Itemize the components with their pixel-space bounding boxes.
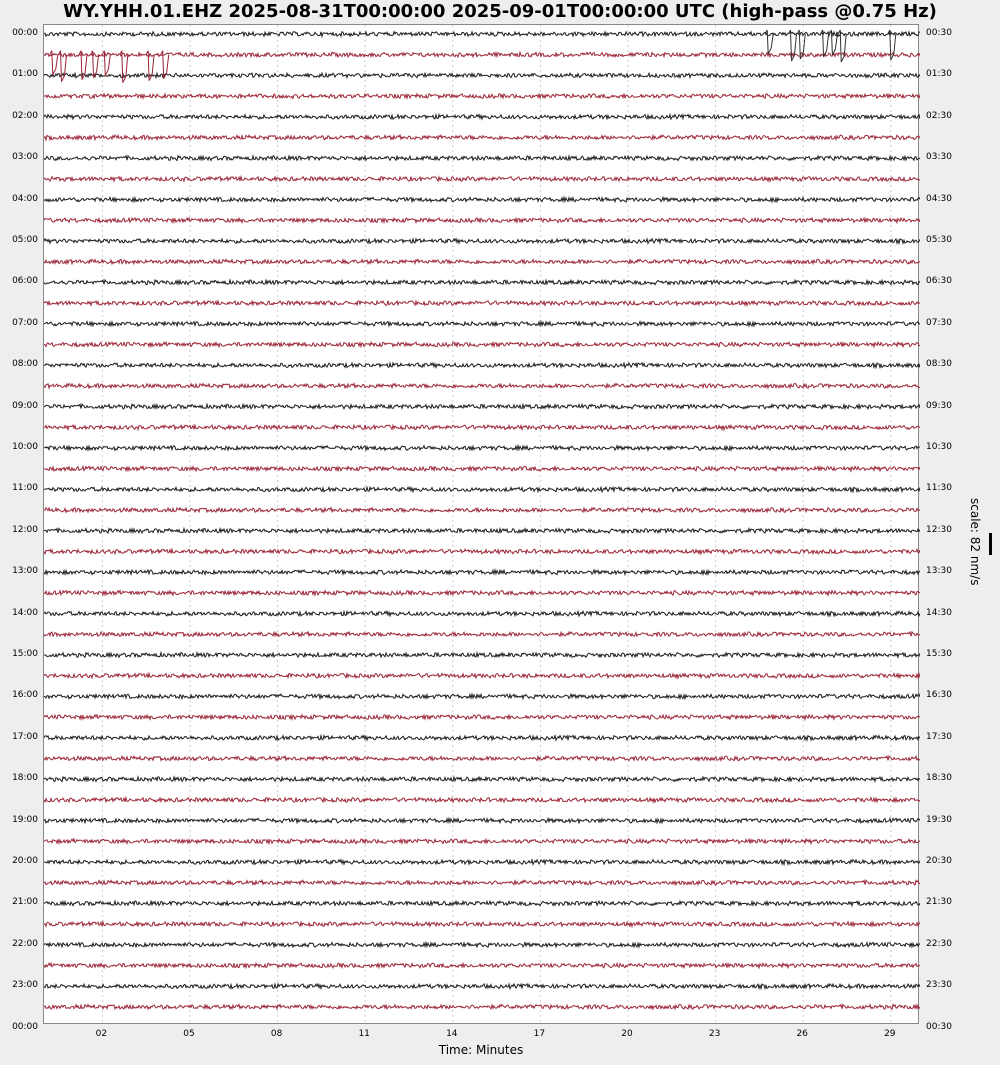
trace-row-32 [44,694,920,699]
right-row-label: 03:30 [926,152,952,163]
x-tick-label: 23 [708,1029,721,1039]
x-tick-label: 20 [621,1029,633,1039]
trace-row-11 [44,259,920,264]
scale-label: scale: 82 nm/s [968,498,982,586]
right-row-label: 19:30 [926,814,952,825]
x-tick-label: 05 [183,1029,195,1039]
left-row-label: 18:00 [12,773,38,784]
trace-row-42 [44,901,920,906]
trace-row-2 [44,73,920,78]
right-row-label: 12:30 [926,524,952,535]
trace-row-35 [44,756,920,761]
right-row-label: 05:30 [926,235,952,245]
right-row-label: 07:30 [926,317,952,328]
trace-row-7 [44,177,920,182]
trace-row-9 [44,218,920,223]
right-row-label: 21:30 [926,897,952,908]
trace-row-36 [44,777,920,782]
right-row-label: 14:30 [926,607,952,618]
trace-row-18 [44,404,920,409]
right-row-label: 23:30 [926,980,952,991]
trace-row-5 [44,135,920,140]
right-row-label: 13:30 [926,566,952,577]
x-tick-label: 29 [884,1029,896,1039]
trace-row-41 [44,880,920,885]
scale-bar [989,533,992,555]
left-row-label: 23:00 [12,980,38,991]
trace-row-27 [44,591,920,596]
trace-row-3 [44,94,920,99]
left-row-label: 00:00 [12,1021,38,1032]
trace-row-28 [44,611,920,616]
trace-row-34 [44,736,920,741]
right-row-label: 11:30 [926,483,952,494]
trace-row-10 [44,239,920,244]
x-tick-label: 08 [270,1029,283,1039]
x-axis-label: Time: Minutes [438,1043,524,1057]
x-tick-label: 11 [358,1029,370,1039]
trace-row-19 [44,425,920,430]
trace-row-6 [44,156,920,161]
trace-row-20 [44,446,920,451]
trace-row-22 [44,487,920,492]
left-row-label: 03:00 [12,152,38,163]
right-row-label: 15:30 [926,649,952,659]
chart-title: WY.YHH.01.EHZ 2025-08-31T00:00:00 2025-09-01T00:00:00 UTC (high-pass @0.75 Hz) [63,1,937,22]
right-row-label: 09:30 [926,400,952,411]
trace-row-31 [44,673,920,678]
right-row-label: 20:30 [926,856,952,866]
plot-area [43,24,919,1024]
trace-row-4 [44,115,920,120]
trace-row-13 [44,301,920,306]
left-row-label: 04:00 [12,193,38,204]
trace-row-29 [44,632,920,637]
right-row-label: 08:30 [926,359,952,370]
left-row-label: 15:00 [12,649,38,659]
left-row-label: 00:00 [12,28,38,38]
right-row-label: 00:30 [926,28,952,38]
trace-row-21 [44,466,920,471]
left-row-label: 10:00 [12,442,38,452]
right-row-label: 04:30 [926,193,952,204]
right-row-label: 22:30 [926,938,952,949]
right-row-label: 18:30 [926,773,952,784]
trace-row-45 [44,963,920,968]
trace-row-23 [44,508,920,513]
trace-row-46 [44,984,920,989]
right-row-label: 17:30 [926,731,952,742]
trace-row-44 [44,943,920,948]
trace-row-47 [44,1005,920,1010]
trace-row-25 [44,549,920,554]
left-row-label: 14:00 [12,607,38,618]
trace-row-12 [44,280,920,285]
left-row-label: 06:00 [12,276,38,287]
trace-row-17 [44,384,920,389]
left-row-label: 01:00 [12,69,38,80]
left-row-label: 02:00 [12,110,38,121]
trace-row-26 [44,570,920,575]
left-row-label: 07:00 [12,317,38,328]
right-row-label: 10:30 [926,442,952,452]
left-row-label: 21:00 [12,897,38,908]
x-tick-label: 26 [796,1029,808,1039]
trace-row-15 [44,342,920,347]
seismogram-traces [44,25,920,1025]
left-row-label: 08:00 [12,359,38,370]
x-tick-label: 17 [533,1029,546,1039]
trace-row-43 [44,922,920,927]
left-row-label: 16:00 [12,690,38,701]
right-row-label: 00:30 [926,1021,952,1032]
trace-row-16 [44,363,920,368]
trace-row-33 [44,715,920,720]
right-row-label: 16:30 [926,690,952,701]
left-row-label: 11:00 [12,483,38,494]
left-row-label: 17:00 [12,731,38,742]
x-tick-label: 02 [95,1029,108,1039]
trace-row-14 [44,322,920,327]
left-row-label: 19:00 [12,814,38,825]
left-row-label: 13:00 [12,566,38,577]
trace-row-40 [44,860,920,865]
left-row-label: 22:00 [12,938,38,949]
right-row-label: 06:30 [926,276,952,287]
left-row-label: 09:00 [12,400,38,411]
right-row-label: 01:30 [926,69,952,80]
trace-row-30 [44,653,920,658]
left-row-label: 12:00 [12,524,38,535]
x-tick-label: 14 [446,1029,458,1039]
right-row-label: 02:30 [926,110,952,121]
left-row-label: 20:00 [12,856,38,866]
trace-row-38 [44,818,920,823]
trace-row-39 [44,839,920,844]
trace-row-37 [44,798,920,803]
trace-row-8 [44,197,920,202]
left-row-label: 05:00 [12,235,38,245]
trace-row-1 [44,52,920,57]
trace-row-24 [44,528,920,533]
